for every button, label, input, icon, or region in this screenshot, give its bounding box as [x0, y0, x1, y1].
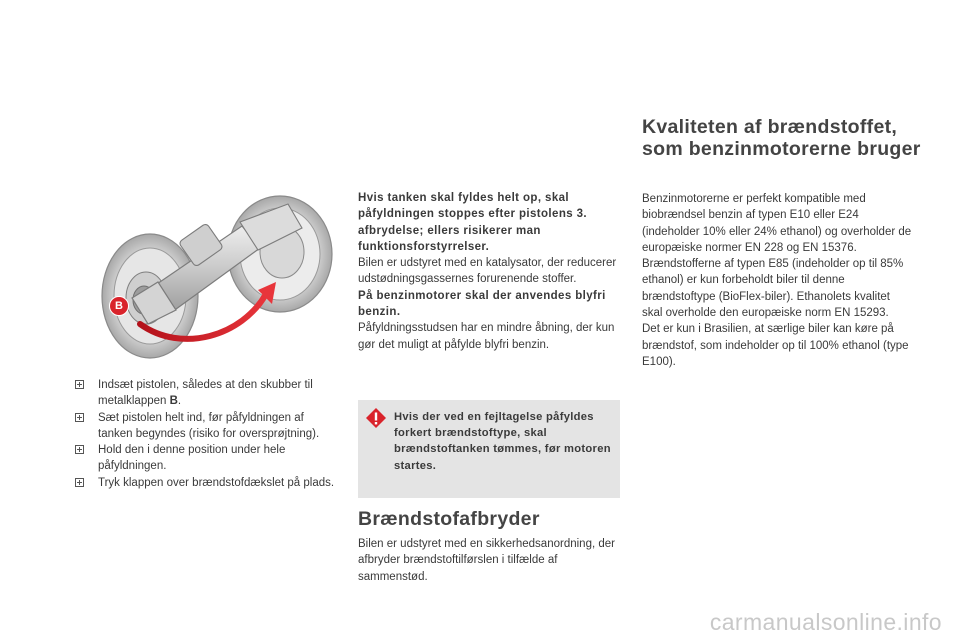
bullet-icon: [75, 445, 85, 455]
warning-text: Hvis der ved en fejltagelse påfyldes forkert brændstoftype, skal brændstoftanken tømmes, før motoren startes.: [394, 411, 611, 472]
fuel-quality-text: [642, 191, 912, 370]
bullet-icon: [75, 380, 85, 390]
list-item-bold: B: [169, 395, 178, 408]
fuel-filler-illustration: [92, 186, 342, 361]
list-item-text: Sæt pistolen helt ind, før påfyldningen af tanken begyndes (risiko for oversprøjtning).: [98, 411, 320, 440]
callout-b-badge: [109, 296, 129, 316]
bullet-icon: [75, 478, 85, 488]
unleaded-note: På benzinmotorer skal der anvendes blyfri benzin.: [358, 289, 606, 319]
instruction-list: [75, 377, 340, 491]
list-item-text: Tryk klappen over brændstofdækslet på plads.: [98, 476, 335, 489]
fuel-filler-drawing: [92, 186, 342, 361]
list-item-suffix: .: [177, 395, 182, 408]
warning-box: [358, 400, 620, 498]
list-item: [75, 410, 340, 443]
quality-paragraph: Benzinmotorerne er perfekt kompatible med biobrændsel benzin af typen E10 eller E24 (indeholder 10% eller 24% ethanol) og overholder de europæiske normer EN 228 og EN 15376.: [642, 193, 912, 254]
fuel-cutoff-text: Bilen er udstyret med en sikkerhedsanordning, der afbryder brændstoftilførslen i tilfælde af sammenstød.: [358, 538, 615, 583]
watermark: carmanualsonline.info: [709, 609, 942, 635]
list-item: [75, 442, 340, 475]
quality-paragraph: Det er kun i Brasilien, at særlige biler kan køre på brændstof, som indeholder op til 100% ethanol (type E100).: [642, 323, 909, 368]
full-tank-note: Hvis tanken skal fyldes helt op, skal påfyldningen stoppes efter pistolens 3. afbrydelse; ellers risikerer man funktionsforstyrrelser.: [358, 192, 588, 253]
catalyst-note: Bilen er udstyret med en katalysator, der reducerer udstødningsgassernes forurenende stoffer.: [358, 257, 617, 286]
list-item: [75, 377, 340, 410]
callout-b-label: B: [115, 300, 123, 312]
filler-neck-note: Påfyldningsstudsen har en mindre åbning, der kun gør det muligt at påfylde blyfri benzin.: [358, 322, 615, 351]
quality-paragraph: Brændstofferne af typen E85 (indeholder op til 85% ethanol) er kun forbeholdt biler til denne brændstoftype (BioFlex-biler). Ethanolets kvalitet skal overholde den europæiske norm EN 15293.: [642, 258, 904, 320]
fuel-cutoff-heading: Brændstofafbryder: [358, 508, 540, 530]
bullet-icon: [75, 413, 85, 423]
refuel-notes: [358, 190, 620, 353]
fuel-quality-heading: Kvaliteten af brændstoffet, som benzinmotorerne bruger: [642, 116, 921, 160]
list-item-text: Indsæt pistolen, således at den skubber til metalklappen: [98, 379, 313, 408]
list-item-text: Hold den i denne position under hele påfyldningen.: [98, 444, 286, 473]
warning-icon: [365, 407, 387, 429]
list-item: [75, 475, 340, 491]
